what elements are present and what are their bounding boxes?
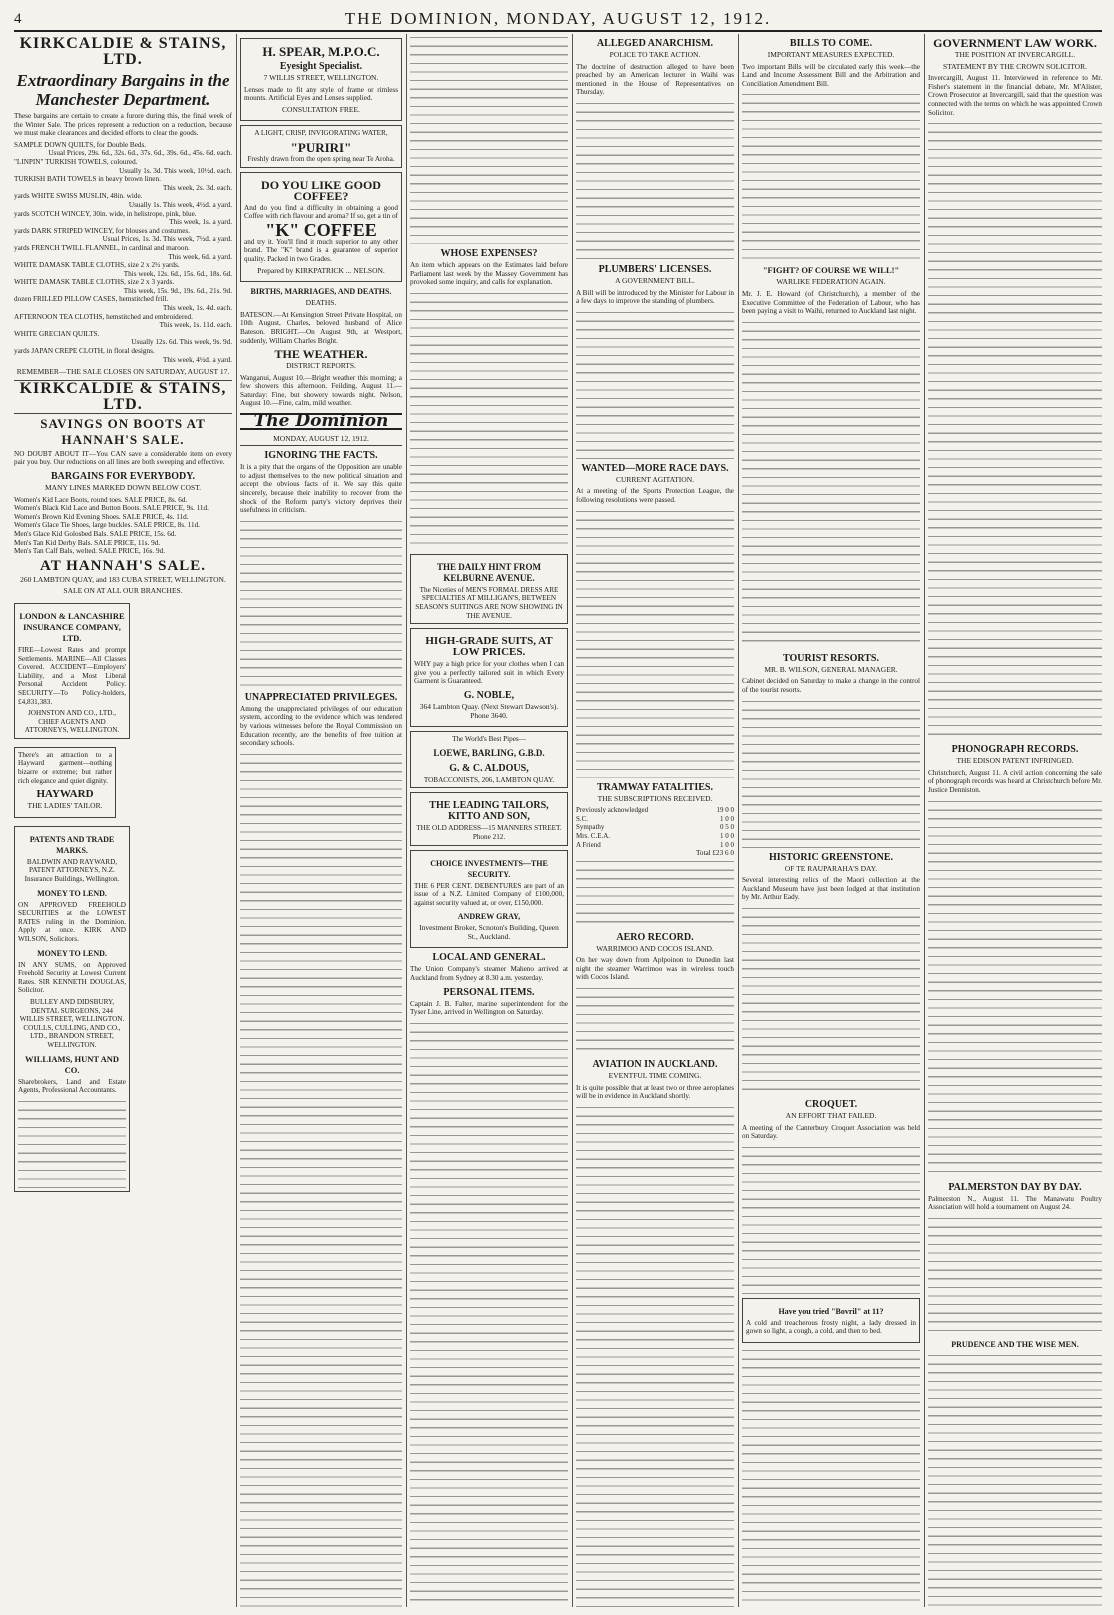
aviation-body: It is quite possible that at least two or three aeroplanes will be in evidence in Auckland shortly. <box>576 1083 734 1101</box>
race-body: At a meeting of the Sports Protection League, the following resolutions were passed. <box>576 487 734 504</box>
resorts-sub: MR. B. WILSON, GENERAL MANAGER. <box>764 664 898 674</box>
govlaw-sub2: STATEMENT BY THE CROWN SOLICITOR. <box>943 61 1087 71</box>
tramway-title: TRAMWAY FATALITIES. <box>597 781 713 793</box>
kirkcaldie-title: KIRKCALDIE & STAINS, LTD. <box>19 35 227 68</box>
anarchism-sub: POLICE TO TAKE ACTION. <box>609 50 701 59</box>
list-item: Men's Tan Kid Derby Bals. SALE PRICE, 11s. 9d. <box>14 538 161 547</box>
patents-ad: PATENTS AND TRADE MARKS. BALDWIN AND RAYWARD, PATENT ATTORNEYS, N.Z. Insurance Buildings, Wellington. MONEY TO LEND. ON APPROVED FREEHOLD SECURITIES at the LOWEST RATES ruling in the Dominion. Apply at once. KIRK AND WILSON, Solicitors. MONEY TO LEND. IN ANY SUMS, on Approved Freehold Security at Lowest Current Rates. SIR KENNETH DOUGLAS, Solicitor. BULLEY AND DIDSBURY, DENTAL SURGEONS, 244 WILLIS STREET, WELLINGTON. COULLS, CULLING, AND CO., LTD., BRANDON STREET, WELLINGTON. WILLIAMS, HUNT AND CO. Sharebrokers, Land and Estate Agents, Professional Accountants. <box>14 826 130 1192</box>
fight-sub: WARLIKE FEDERATION AGAIN. <box>776 277 886 287</box>
plumbers-title: PLUMBERS' LICENSES. <box>598 263 712 275</box>
phono-sub: THE EDISON PATENT INFRINGED. <box>956 756 1074 766</box>
column-rule <box>236 34 237 1607</box>
race-title: WANTED—MORE RACE DAYS. <box>581 462 729 474</box>
resorts-title: TOURIST RESORTS. <box>783 652 879 664</box>
hannah-branches: SALE ON AT ALL OUR BRANCHES. <box>63 586 183 596</box>
govlaw-title: GOVERNMENT LAW WORK. <box>933 36 1097 50</box>
greenstone-title: HISTORIC GREENSTONE. <box>768 851 894 863</box>
table-row: Previously acknowledged 19 0 0 <box>576 806 734 815</box>
kirkcaldie-item-list <box>14 141 232 364</box>
aero-body: On her way down from Aplpoinon to Dunedin last night the steamer Warrimoo was in wireless touch with Cocos Island. <box>576 956 734 982</box>
fight-body: Mr. J. E. Howard (of Christchurch), a member of the Executive Committee of the Federation of Labour, who has been paying a visit to Waihi, returned to Auckland last night. <box>742 289 920 316</box>
tramway-total: Total £23 6 0 <box>695 849 734 858</box>
table-row: Mrs. C.E.A. 1 0 0 <box>576 831 734 840</box>
column-rule <box>738 34 739 1607</box>
table-row: A Friend 1 0 0 <box>576 840 734 849</box>
kitto-ad: THE LEADING TAILORS, KITTO AND SON, THE OLD ADDRESS—15 MANNERS STREET. Phone 212. <box>410 792 568 845</box>
dominion-title: The Dominion <box>240 413 402 430</box>
hannah-address: 260 LAMBTON QUAY, and 183 CUBA STREET, WELLINGTON. <box>20 574 226 584</box>
list-item: Women's Black Kid Lace and Button Boots. SALE PRICE, 9s. 11d. <box>14 504 209 513</box>
weather-sub: DISTRICT REPORTS. <box>286 361 356 371</box>
sale-item: AFTERNOON TEA CLOTHS, hemstitched and embroidered. This week, 1s. 11d. each. <box>14 312 232 330</box>
column-rule <box>572 34 573 1607</box>
local-title: LOCAL AND GENERAL. <box>432 952 546 964</box>
table-row: Sympathy 0 5 0 <box>576 823 734 832</box>
sale-item: yards FRENCH TWILL FLANNEL, in cardinal and maroon. This week, 6d. a yard. <box>14 243 232 261</box>
sale-item: yards SCOTCH WINCEY, 30in. wide, in helistrope, pink, blue. This week, 1s. a yard. <box>14 209 232 227</box>
column-6 <box>928 34 1102 1607</box>
dominion-date: MONDAY, AUGUST 12, 1912. <box>240 435 402 447</box>
hannah-intro: NO DOUBT ABOUT IT—You CAN save a considerable item on every pair you buy. Our reductions on all lines are both sweeping and effective. <box>14 449 232 467</box>
newspaper-header: THE DOMINION, MONDAY, AUGUST 12, 1912. <box>344 9 772 28</box>
hannah-title-footer: AT HANNAH'S SALE. <box>39 557 207 574</box>
births-body: BATESON.—At Kensington Street Private Hospital, on 10th August, Charles, beloved husband of Alice Bateson. BRIGHT.—On August 9th, at Westport, suddenly, William Charles Bright. <box>240 310 402 345</box>
govlaw-body: Invercargill, August 11. Interviewed in reference to Mr. Fisher's statement in the financial debate, Mr. M'Alister, Crown Prosecutor at Invercargill, said that the question was connected with the terms on which he was appointed Crown Solicitor. <box>928 74 1102 117</box>
greenstone-body: Several interesting relics of the Maori collection at the Auckland Museum have just been lodged at that institution by Mr. Arthur Eady. <box>742 876 920 902</box>
local-body: The Union Company's steamer Maheno arrived at Auckland from Sydney at 8.30 a.m. yesterday. <box>410 965 568 983</box>
kirkcaldie-slogan: Extraordinary Bargains in the Manchester Department. <box>16 71 230 109</box>
list-item: Women's Glace Tie Shoes, large buckles. SALE PRICE, 8s. 11d. <box>14 521 200 530</box>
column-4 <box>576 34 734 1607</box>
investment-ad: CHOICE INVESTMENTS—THE SECURITY. THE 6 PER CENT. DEBENTURES are part of an issue of a N.Z. Limited Company of £100,000, against security valued at, or over, £150,000. ANDREW GRAY, Investment Broker, Scnoton's Building, Queen St., Auckland. <box>410 850 568 949</box>
kirkcaldie-intro: These bargains are certain to create a furore during this, the final week of the Winter Sale. The prices represent a reduction on a reduction, because we must make clearances and decided efforts to clear the goods. <box>14 112 232 138</box>
privileges-title: UNAPPRECIATED PRIVILEGES. <box>244 691 398 703</box>
hannah-many: MANY LINES MARKED DOWN BELOW COST. <box>44 483 202 492</box>
personal-body: Captain J. B. Falter, marine superintendent for the Tyser Line, arrived in Wellington on Saturday. <box>410 999 568 1017</box>
bills-sub: IMPORTANT MEASURES EXPECTED. <box>767 50 895 59</box>
sale-item: WHITE DAMASK TABLE CLOTHS, size 2 x 3 yards. This week, 15s. 9d., 19s. 6d., 21s. 9d. <box>14 278 232 295</box>
bills-title: BILLS TO COME. <box>789 38 873 49</box>
phono-body: Christchurch, August 11. A civil action concerning the sale of phonograph records was heard at Christchurch before Mr. Justice Denniston. <box>928 768 1102 794</box>
bovril-ad: Have you tried "Bovril" at 11? A cold and treacherous frosty night, a lady dressed in gown so light, a cough, a cold, and then to bed. <box>742 1298 920 1343</box>
greenstone-sub: OF TE RAUPARAHA'S DAY. <box>784 863 878 873</box>
table-row: S.C. 1 0 0 <box>576 814 734 823</box>
weather-title: THE WEATHER. <box>274 347 368 362</box>
sale-item: dozen FRILLED PILLOW CASES, hemstitched frill. This week, 1s. 4d. each. <box>14 295 232 313</box>
editorial-title: IGNORING THE FACTS. <box>264 450 378 462</box>
puriri-ad: A LIGHT, CRISP, INVIGORATING WATER, "PURIRI" Freshly drawn from the open spring near Te Aroha. <box>240 125 402 167</box>
sale-item: SAMPLE DOWN QUILTS, for Double Beds. Usual Prices, 29s. 6d., 32s. 6d., 37s. 6d., 39s. 6d., 45s. 6d. each. <box>14 140 232 158</box>
hayward-ad: There's an attraction to a Hayward garment—nothing bizarre or extreme; but rather rich elegance and quiet dignity. HAYWARD THE LADIES' TAILOR. <box>14 747 116 818</box>
column-3 <box>410 34 568 1607</box>
list-item: Men's Tan Calf Bals, welted. SALE PRICE, 16s. 9d. <box>14 547 165 556</box>
list-item: Women's Kid Lace Boots, round toes. SALE PRICE, 8s. 6d. <box>14 495 188 504</box>
page-number: 4 <box>14 10 22 27</box>
deaths-title: DEATHS. <box>305 298 337 308</box>
hannah-lines <box>14 496 232 556</box>
kirkcaldie-reminder: REMEMBER—THE SALE CLOSES ON SATURDAY, AUGUST 17. <box>16 367 230 377</box>
privileges-body: Among the unappreciated privileges of our education system, according to the evidence which was tendered by various witnesses before the Royal Commission on Education recently, are the benefits of free tuition at secondary schools. <box>240 704 402 748</box>
palmerston-title: PALMERSTON DAY BY DAY. <box>948 1181 1082 1193</box>
sale-item: TURKISH BATH TOWELS in heavy brown linen. This week, 2s. 3d. each. <box>14 175 232 192</box>
bills-body: Two important Bills will be circulated early this week—the Land and Income Assessment Bill and the Arbitration and Conciliation Amendment Bill. <box>742 62 920 88</box>
anarchism-title: ALLEGED ANARCHISM. <box>596 38 714 49</box>
plumbers-sub: A GOVERNMENT BILL. <box>615 275 695 285</box>
births-title: BIRTHS, MARRIAGES, AND DEATHS. <box>250 287 392 297</box>
expenses-title: WHOSE EXPENSES? <box>440 248 538 259</box>
column-1 <box>14 34 232 1607</box>
aviation-sub: EVENTFUL TIME COMING. <box>608 1071 702 1081</box>
aldous-ad: The World's Best Pipes— LOEWE, BARLING, G.B.D. G. & C. ALDOUS, TOBACCONISTS, 206, LAMBTON QUAY. <box>410 731 568 788</box>
aero-title: AERO RECORD. <box>616 931 694 943</box>
resorts-body: Cabinet decided on Saturday to make a change in the control of the tourist resorts. <box>742 677 920 694</box>
sale-item: yards JAPAN CREPE CLOTH, in floral designs. This week, 4½d. a yard. <box>14 347 232 364</box>
expenses-body: An item which appears on the Estimates laid before Parliament last week by the Massey Government has provoked some inquiry, and calls for explanation. <box>410 261 568 287</box>
govlaw-sub: THE POSITION AT INVERCARGILL. <box>954 50 1076 59</box>
column-rule <box>406 34 407 1607</box>
tramway-sub: THE SUBSCRIPTIONS RECEIVED. <box>597 793 713 803</box>
editorial-body: It is a pity that the organs of the Opposition are unable to adjust themselves to the new political situation and accept the obvious facts of it. We say this quite sincerely, because their inability to recover from the shock of the Reform party's victory deprives their usefulness in criticism. <box>240 463 402 515</box>
sale-item: "LINPIN" TURKISH TOWELS, coloured. Usually 1s. 3d. This week, 10½d. each. <box>14 157 232 175</box>
column-5 <box>742 34 920 1607</box>
phono-title: PHONOGRAPH RECORDS. <box>951 744 1079 756</box>
aero-sub: WARRIMOO AND COCOS ISLAND. <box>596 943 714 953</box>
personal-title: PERSONAL ITEMS. <box>443 986 535 998</box>
hannah-bargains: BARGAINS FOR EVERYBODY. <box>50 471 196 482</box>
column-2 <box>240 34 402 1607</box>
coffee-ad: DO YOU LIKE GOOD COFFEE? And do you find a difficulty in obtaining a good Coffee with rich flavour and aroma? If so, get a tin of "K" COFFEE and try it. You'll find it much superior to any other brand. The "K" brand is a guarantee of superior quality. Packed in two Grades. Prepared by KIRKPATRICK ... NELSON. <box>240 172 402 283</box>
hannah-title: SAVINGS ON BOOTS AT HANNAH'S SALE. <box>40 415 206 447</box>
column-rule <box>924 34 925 1607</box>
spear-ad: H. SPEAR, M.P.O.C. Eyesight Specialist. 7 WILLIS STREET, WELLINGTON. Lenses made to fit any style of frame or rimless mounts. Artificial Eyes and Lenses supplied. CONSULTATION FREE. <box>240 38 402 121</box>
fight-title: "FIGHT? OF COURSE WE WILL!" <box>762 265 900 276</box>
anarchism-body: The doctrine of destruction alleged to have been preached by an American lecturer in Waihi was mentioned in the House of Representatives on Thursday. <box>576 62 734 97</box>
noble-ad: HIGH-GRADE SUITS, AT LOW PRICES. WHY pay a high price for your clothes when I can give you a perfectly tailored suit in which Every Garment is Guaranteed. G. NOBLE, 364 Lambton Quay. (Next Stewart Dawson's). Phone 3640. <box>410 628 568 727</box>
masthead <box>14 8 1102 32</box>
sale-item: WHITE GRECIAN QUILTS. Usually 12s. 6d. This week, 9s. 9d. <box>14 329 232 347</box>
london-insurance-ad: LONDON & LANCASHIRE INSURANCE COMPANY, LTD. FIRE—Lowest Rates and prompt Settlements. MARINE—All Classes Covered. ACCIDENT—Employers' Liability, and a Most Liberal Personal Accident Policy. SECURITY—To Policy-holders, £4,831,383. JOHNSTON AND CO., LTD., CHIEF AGENTS AND ATTORNEYS, WELLINGTON. <box>14 603 130 739</box>
wise-title: PRUDENCE AND THE WISE MEN. <box>951 1339 1079 1349</box>
tramway-table <box>576 806 734 849</box>
list-item: Women's Brown Kid Evening Shoes. SALE PRICE, 4s. 11d. <box>14 512 189 521</box>
sale-item: yards WHITE SWISS MUSLIN, 48in. wide. Usually 1s. This week, 4½d. a yard. <box>14 192 232 209</box>
aviation-title: AVIATION IN AUCKLAND. <box>592 1059 718 1071</box>
croquet-sub: AN EFFORT THAT FAILED. <box>785 1110 877 1120</box>
sale-item: yards DARK STRIPED WINCEY, for blouses and costumes. Usual Prices, 1s. 3d. This week, 7½d. a yard. <box>14 226 232 244</box>
kirkcaldie-title-footer: KIRKCALDIE & STAINS, LTD. <box>14 380 232 414</box>
sale-item: WHITE DAMASK TABLE CLOTHS, size 2 x 2½ yards. This week, 12s. 6d., 15s. 6d., 18s. 6d. <box>14 261 232 278</box>
milligan-ad: THE DAILY HINT FROM KELBURNE AVENUE. The Niceties of MEN'S FORMAL DRESS ARE SPECIALTIES AT MILLIGAN'S, BETWEEN SEASON'S SUITINGS ARE NOW SHOWING IN THE AVENUE. <box>410 554 568 624</box>
croquet-title: CROQUET. <box>804 1098 858 1110</box>
race-sub: CURRENT AGITATION. <box>615 474 694 484</box>
croquet-body: A meeting of the Canterbury Croquet Association was held on Saturday. <box>742 1123 920 1141</box>
palmerston-body: Palmerston N., August 11. The Manawatu Poultry Association will hold a tournament on August 24. <box>928 1194 1102 1212</box>
plumbers-body: A Bill will be introduced by the Minister for Labour in a few days to improve the standing of plumbers. <box>576 288 734 306</box>
weather-body: Wanganui, August 10.—Bright weather this morning; a few showers this afternoon. Feilding, August 11.—Saturday: Fine, but showery towards night. Nelson, August 10.—Fine, calm, mild weather. <box>240 373 402 408</box>
list-item: Men's Glace Kid Golosbed Bals. SALE PRICE, 15s. 6d. <box>14 529 177 538</box>
